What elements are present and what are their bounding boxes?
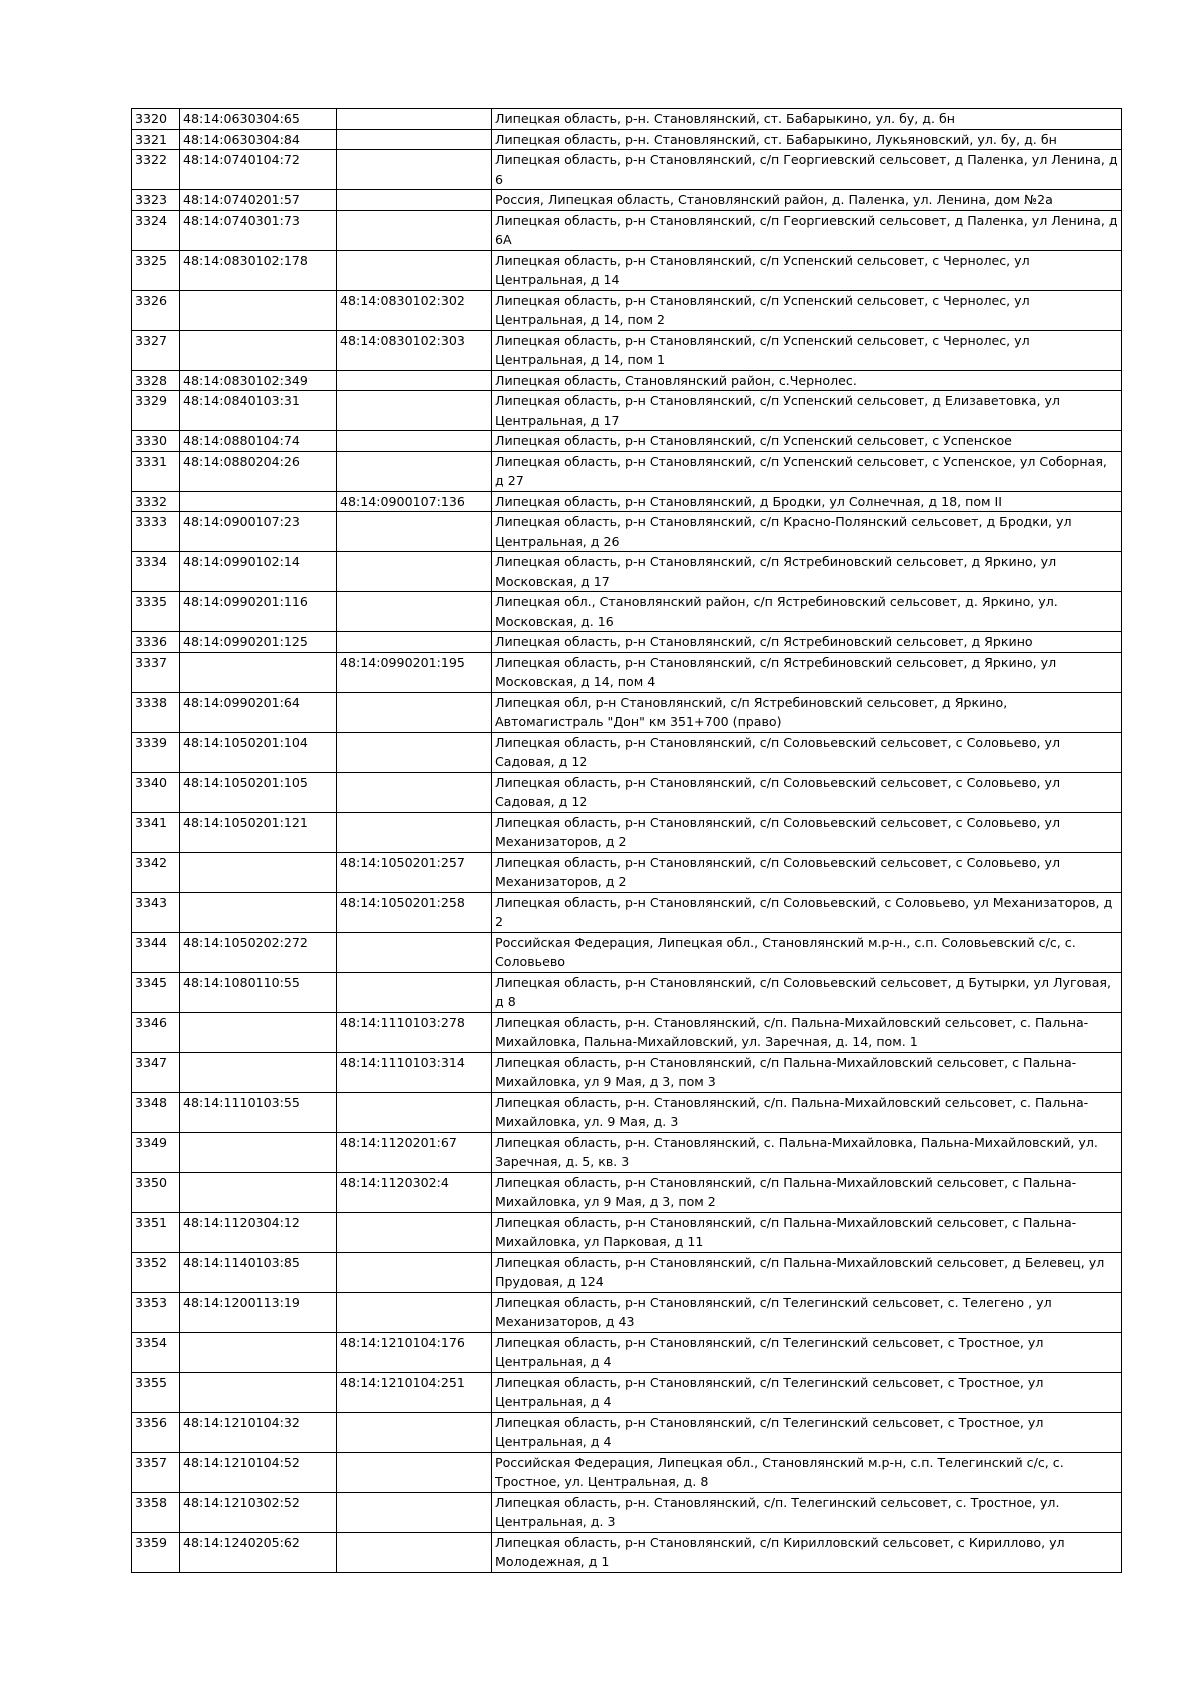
cadastral-number-cell: 48:14:0830102:178 — [180, 250, 337, 290]
table-row — [132, 552, 1122, 592]
row-number-cell: 3337 — [132, 652, 180, 692]
premise-cadastral-number-cell — [337, 210, 492, 250]
address-cell: Липецкая область, р-н Становлянский, с/п Пальна-Михайловский сельсовет, д Белевец, ул Прудовая, д 124 — [492, 1252, 1122, 1292]
cadastral-number-cell — [180, 652, 337, 692]
row-number-cell: 3346 — [132, 1012, 180, 1052]
table-row — [132, 1012, 1122, 1052]
cadastral-number-cell: 48:14:1210104:52 — [180, 1452, 337, 1492]
address-cell: Липецкая область, р-н. Становлянский, ст. Бабарыкино, Лукьяновский, ул. бу, д. бн — [492, 129, 1122, 150]
table-row — [132, 370, 1122, 391]
address-cell: Российская Федерация, Липецкая обл., Становлянский м.р-н., с.п. Соловьевский с/с, с. Соловьево — [492, 932, 1122, 972]
premise-cadastral-number-cell — [337, 812, 492, 852]
row-number-cell: 3357 — [132, 1452, 180, 1492]
row-number-cell: 3358 — [132, 1492, 180, 1532]
table-row — [132, 391, 1122, 431]
address-cell: Липецкая область, р-н Становлянский, с/п Ястребиновский сельсовет, д Яркино, ул Московская, д 17 — [492, 552, 1122, 592]
premise-cadastral-number-cell — [337, 552, 492, 592]
address-cell: Липецкая область, р-н Становлянский, с/п Телегинский сельсовет, с Тростное, ул Центральная, д 4 — [492, 1412, 1122, 1452]
cadastral-number-cell — [180, 1332, 337, 1372]
address-cell: Липецкая область, р-н Становлянский, с/п Телегинский сельсовет, с Тростное, ул Центральная, д 4 — [492, 1372, 1122, 1412]
cadastral-number-cell — [180, 330, 337, 370]
table-row — [132, 451, 1122, 491]
premise-cadastral-number-cell: 48:14:1110103:314 — [337, 1052, 492, 1092]
premise-cadastral-number-cell — [337, 932, 492, 972]
row-number-cell: 3327 — [132, 330, 180, 370]
row-number-cell: 3336 — [132, 632, 180, 653]
table-row — [132, 210, 1122, 250]
cadastral-number-cell: 48:14:1050201:121 — [180, 812, 337, 852]
cadastral-number-cell: 48:14:1050201:104 — [180, 732, 337, 772]
address-cell: Липецкая обл, р-н Становлянский, с/п Ястребиновский сельсовет, д Яркино, Автомагистраль "Дон" км 351+700 (право) — [492, 692, 1122, 732]
cadastral-number-cell — [180, 1052, 337, 1092]
row-number-cell: 3329 — [132, 391, 180, 431]
row-number-cell: 3333 — [132, 512, 180, 552]
address-cell: Липецкая область, р-н Становлянский, с/п Соловьевский сельсовет, с Соловьево, ул Механизаторов, д 2 — [492, 812, 1122, 852]
cadastral-number-cell: 48:14:0990201:64 — [180, 692, 337, 732]
cadastral-number-cell: 48:14:1120304:12 — [180, 1212, 337, 1252]
row-number-cell: 3340 — [132, 772, 180, 812]
cadastral-number-cell: 48:14:0740301:73 — [180, 210, 337, 250]
table-row — [132, 1292, 1122, 1332]
premise-cadastral-number-cell — [337, 772, 492, 812]
row-number-cell: 3348 — [132, 1092, 180, 1132]
row-number-cell: 3321 — [132, 129, 180, 150]
address-cell: Липецкая обл., Становлянский район, с/п Ястребиновский сельсовет, д. Яркино, ул. Московская, д. 16 — [492, 592, 1122, 632]
address-cell: Липецкая область, р-н Становлянский, с/п Успенский сельсовет, д Елизаветовка, ул Центральная, д 17 — [492, 391, 1122, 431]
address-cell: Липецкая область, р-н. Становлянский, с/п. Пальна-Михайловский сельсовет, с. Пальна-Михайловка, ул. 9 Мая, д. 3 — [492, 1092, 1122, 1132]
cadastral-number-cell — [180, 491, 337, 512]
row-number-cell: 3341 — [132, 812, 180, 852]
premise-cadastral-number-cell — [337, 1252, 492, 1292]
cadastral-number-cell — [180, 1012, 337, 1052]
premise-cadastral-number-cell: 48:14:0830102:303 — [337, 330, 492, 370]
table-row — [132, 592, 1122, 632]
row-number-cell: 3349 — [132, 1132, 180, 1172]
table-row — [132, 431, 1122, 452]
premise-cadastral-number-cell — [337, 1292, 492, 1332]
premise-cadastral-number-cell — [337, 150, 492, 190]
row-number-cell: 3328 — [132, 370, 180, 391]
row-number-cell: 3330 — [132, 431, 180, 452]
premise-cadastral-number-cell: 48:14:1050201:257 — [337, 852, 492, 892]
address-cell: Российская Федерация, Липецкая обл., Становлянский м.р-н, с.п. Телегинский с/с, с. Тростное, ул. Центральная, д. 8 — [492, 1452, 1122, 1492]
table-row — [132, 1372, 1122, 1412]
cadastral-number-cell: 48:14:1210302:52 — [180, 1492, 337, 1532]
cadastral-number-cell — [180, 1372, 337, 1412]
row-number-cell: 3323 — [132, 190, 180, 211]
address-cell: Липецкая область, р-н Становлянский, с/п Успенский сельсовет, с Успенское — [492, 431, 1122, 452]
table-row — [132, 330, 1122, 370]
table-row — [132, 491, 1122, 512]
row-number-cell: 3350 — [132, 1172, 180, 1212]
premise-cadastral-number-cell: 48:14:0990201:195 — [337, 652, 492, 692]
row-number-cell: 3331 — [132, 451, 180, 491]
row-number-cell: 3351 — [132, 1212, 180, 1252]
table-row — [132, 1332, 1122, 1372]
address-cell: Липецкая область, Становлянский район, с.Чернолес. — [492, 370, 1122, 391]
premise-cadastral-number-cell — [337, 692, 492, 732]
premise-cadastral-number-cell — [337, 592, 492, 632]
premise-cadastral-number-cell — [337, 1532, 492, 1572]
premise-cadastral-number-cell — [337, 431, 492, 452]
address-cell: Липецкая область, р-н Становлянский, с/п Красно-Полянский сельсовет, д Бродки, ул Центральная, д 26 — [492, 512, 1122, 552]
table-row — [132, 1252, 1122, 1292]
table-row — [132, 109, 1122, 130]
premise-cadastral-number-cell — [337, 391, 492, 431]
address-cell: Липецкая область, р-н Становлянский, с/п Успенский сельсовет, с Успенское, ул Соборная, д 27 — [492, 451, 1122, 491]
table-row — [132, 772, 1122, 812]
row-number-cell: 3352 — [132, 1252, 180, 1292]
row-number-cell: 3347 — [132, 1052, 180, 1092]
premise-cadastral-number-cell — [337, 250, 492, 290]
address-cell: Россия, Липецкая область, Становлянский район, д. Паленка, ул. Ленина, дом №2а — [492, 190, 1122, 211]
address-cell: Липецкая область, р-н. Становлянский, с/п. Телегинский сельсовет, с. Тростное, ул. Центральная, д. 3 — [492, 1492, 1122, 1532]
cadastral-number-cell: 48:14:0990201:125 — [180, 632, 337, 653]
address-cell: Липецкая область, р-н Становлянский, с/п Успенский сельсовет, с Чернолес, ул Центральная, д 14, пом 2 — [492, 290, 1122, 330]
address-cell: Липецкая область, р-н Становлянский, с/п Соловьевский, с Соловьево, ул Механизаторов, д 2 — [492, 892, 1122, 932]
row-number-cell: 3356 — [132, 1412, 180, 1452]
table-row — [132, 1052, 1122, 1092]
row-number-cell: 3334 — [132, 552, 180, 592]
address-cell: Липецкая область, р-н Становлянский, с/п Пальна-Михайловский сельсовет, с Пальна-Михайловка, ул 9 Мая, д 3, пом 2 — [492, 1172, 1122, 1212]
table-row — [132, 1532, 1122, 1572]
table-row — [132, 1172, 1122, 1212]
row-number-cell: 3320 — [132, 109, 180, 130]
cadastral-number-cell — [180, 1132, 337, 1172]
cadastral-number-cell — [180, 852, 337, 892]
address-cell: Липецкая область, р-н. Становлянский, с/п. Пальна-Михайловский сельсовет, с. Пальна-Михайловка, Пальна-Михайловский, ул. Заречная, д. 14, пом. 1 — [492, 1012, 1122, 1052]
row-number-cell: 3355 — [132, 1372, 180, 1412]
registry-table — [131, 108, 1122, 1573]
address-cell: Липецкая область, р-н Становлянский, с/п Георгиевский сельсовет, д Паленка, ул Ленина, д 6 — [492, 150, 1122, 190]
table-row — [132, 150, 1122, 190]
row-number-cell: 3339 — [132, 732, 180, 772]
row-number-cell: 3344 — [132, 932, 180, 972]
address-cell: Липецкая область, р-н Становлянский, с/п Соловьевский сельсовет, д Бутырки, ул Луговая, д 8 — [492, 972, 1122, 1012]
cadastral-number-cell: 48:14:1140103:85 — [180, 1252, 337, 1292]
premise-cadastral-number-cell — [337, 129, 492, 150]
table-row — [132, 1492, 1122, 1532]
address-cell: Липецкая область, р-н Становлянский, с/п Соловьевский сельсовет, с Соловьево, ул Садовая, д 12 — [492, 772, 1122, 812]
address-cell: Липецкая область, р-н Становлянский, д Бродки, ул Солнечная, д 18, пом II — [492, 491, 1122, 512]
premise-cadastral-number-cell — [337, 632, 492, 653]
address-cell: Липецкая область, р-н. Становлянский, с. Пальна-Михайловка, Пальна-Михайловский, ул. Заречная, д. 5, кв. 3 — [492, 1132, 1122, 1172]
cadastral-number-cell: 48:14:0740201:57 — [180, 190, 337, 211]
address-cell: Липецкая область, р-н. Становлянский, ст. Бабарыкино, ул. бу, д. бн — [492, 109, 1122, 130]
address-cell: Липецкая область, р-н Становлянский, с/п Георгиевский сельсовет, д Паленка, ул Ленина, д 6А — [492, 210, 1122, 250]
table-row — [132, 190, 1122, 211]
cadastral-number-cell: 48:14:1080110:55 — [180, 972, 337, 1012]
table-row — [132, 129, 1122, 150]
premise-cadastral-number-cell — [337, 512, 492, 552]
registry-table-body — [132, 109, 1122, 1573]
row-number-cell: 3335 — [132, 592, 180, 632]
premise-cadastral-number-cell: 48:14:1110103:278 — [337, 1012, 492, 1052]
cadastral-number-cell: 48:14:1240205:62 — [180, 1532, 337, 1572]
table-row — [132, 1212, 1122, 1252]
premise-cadastral-number-cell — [337, 1412, 492, 1452]
premise-cadastral-number-cell: 48:14:1120302:4 — [337, 1172, 492, 1212]
row-number-cell: 3326 — [132, 290, 180, 330]
row-number-cell: 3343 — [132, 892, 180, 932]
table-row — [132, 732, 1122, 772]
table-row — [132, 692, 1122, 732]
row-number-cell: 3345 — [132, 972, 180, 1012]
cadastral-number-cell: 48:14:0880204:26 — [180, 451, 337, 491]
cadastral-number-cell: 48:14:0880104:74 — [180, 431, 337, 452]
address-cell: Липецкая область, р-н Становлянский, с/п Успенский сельсовет, с Чернолес, ул Центральная, д 14 — [492, 250, 1122, 290]
address-cell: Липецкая область, р-н Становлянский, с/п Телегинский сельсовет, с. Телегено , ул Механизаторов, д 43 — [492, 1292, 1122, 1332]
cadastral-number-cell: 48:14:1110103:55 — [180, 1092, 337, 1132]
row-number-cell: 3325 — [132, 250, 180, 290]
cadastral-number-cell: 48:14:0840103:31 — [180, 391, 337, 431]
row-number-cell: 3324 — [132, 210, 180, 250]
premise-cadastral-number-cell: 48:14:0900107:136 — [337, 491, 492, 512]
address-cell: Липецкая область, р-н Становлянский, с/п Телегинский сельсовет, с Тростное, ул Центральная, д 4 — [492, 1332, 1122, 1372]
cadastral-number-cell: 48:14:1050201:105 — [180, 772, 337, 812]
address-cell: Липецкая область, р-н Становлянский, с/п Ястребиновский сельсовет, д Яркино — [492, 632, 1122, 653]
cadastral-number-cell: 48:14:1050202:272 — [180, 932, 337, 972]
row-number-cell: 3332 — [132, 491, 180, 512]
cadastral-number-cell: 48:14:0900107:23 — [180, 512, 337, 552]
table-row — [132, 852, 1122, 892]
premise-cadastral-number-cell — [337, 972, 492, 1012]
table-row — [132, 892, 1122, 932]
cadastral-number-cell: 48:14:0830102:349 — [180, 370, 337, 391]
premise-cadastral-number-cell: 48:14:1210104:251 — [337, 1372, 492, 1412]
address-cell: Липецкая область, р-н Становлянский, с/п Пальна-Михайловский сельсовет, с Пальна-Михайловка, ул Парковая, д 11 — [492, 1212, 1122, 1252]
cadastral-number-cell: 48:14:0630304:84 — [180, 129, 337, 150]
cadastral-number-cell — [180, 290, 337, 330]
premise-cadastral-number-cell: 48:14:1210104:176 — [337, 1332, 492, 1372]
cadastral-number-cell: 48:14:1200113:19 — [180, 1292, 337, 1332]
row-number-cell: 3342 — [132, 852, 180, 892]
cadastral-number-cell: 48:14:0990201:116 — [180, 592, 337, 632]
row-number-cell: 3338 — [132, 692, 180, 732]
premise-cadastral-number-cell — [337, 109, 492, 130]
cadastral-number-cell: 48:14:1210104:32 — [180, 1412, 337, 1452]
table-row — [132, 1452, 1122, 1492]
address-cell: Липецкая область, р-н Становлянский, с/п Соловьевский сельсовет, с Соловьево, ул Садовая, д 12 — [492, 732, 1122, 772]
table-row — [132, 812, 1122, 852]
address-cell: Липецкая область, р-н Становлянский, с/п Пальна-Михайловский сельсовет, с Пальна-Михайловка, ул 9 Мая, д 3, пом 3 — [492, 1052, 1122, 1092]
cadastral-number-cell: 48:14:0630304:65 — [180, 109, 337, 130]
table-row — [132, 932, 1122, 972]
table-row — [132, 250, 1122, 290]
cadastral-number-cell: 48:14:0990102:14 — [180, 552, 337, 592]
table-row — [132, 652, 1122, 692]
cadastral-number-cell — [180, 892, 337, 932]
table-row — [132, 1412, 1122, 1452]
table-row — [132, 1132, 1122, 1172]
row-number-cell: 3354 — [132, 1332, 180, 1372]
premise-cadastral-number-cell — [337, 732, 492, 772]
premise-cadastral-number-cell — [337, 1092, 492, 1132]
table-row — [132, 1092, 1122, 1132]
address-cell: Липецкая область, р-н Становлянский, с/п Ястребиновский сельсовет, д Яркино, ул Московская, д 14, пом 4 — [492, 652, 1122, 692]
table-row — [132, 512, 1122, 552]
premise-cadastral-number-cell: 48:14:1120201:67 — [337, 1132, 492, 1172]
premise-cadastral-number-cell — [337, 1452, 492, 1492]
premise-cadastral-number-cell — [337, 451, 492, 491]
cadastral-number-cell — [180, 1172, 337, 1212]
table-row — [132, 632, 1122, 653]
premise-cadastral-number-cell — [337, 1212, 492, 1252]
premise-cadastral-number-cell — [337, 1492, 492, 1532]
premise-cadastral-number-cell — [337, 190, 492, 211]
address-cell: Липецкая область, р-н Становлянский, с/п Успенский сельсовет, с Чернолес, ул Центральная, д 14, пом 1 — [492, 330, 1122, 370]
row-number-cell: 3359 — [132, 1532, 180, 1572]
table-row — [132, 290, 1122, 330]
row-number-cell: 3322 — [132, 150, 180, 190]
row-number-cell: 3353 — [132, 1292, 180, 1332]
address-cell: Липецкая область, р-н Становлянский, с/п Соловьевский сельсовет, с Соловьево, ул Механизаторов, д 2 — [492, 852, 1122, 892]
address-cell: Липецкая область, р-н Становлянский, с/п Кирилловский сельсовет, с Кириллово, ул Молодежная, д 1 — [492, 1532, 1122, 1572]
premise-cadastral-number-cell: 48:14:1050201:258 — [337, 892, 492, 932]
table-row — [132, 972, 1122, 1012]
cadastral-number-cell: 48:14:0740104:72 — [180, 150, 337, 190]
premise-cadastral-number-cell: 48:14:0830102:302 — [337, 290, 492, 330]
premise-cadastral-number-cell — [337, 370, 492, 391]
